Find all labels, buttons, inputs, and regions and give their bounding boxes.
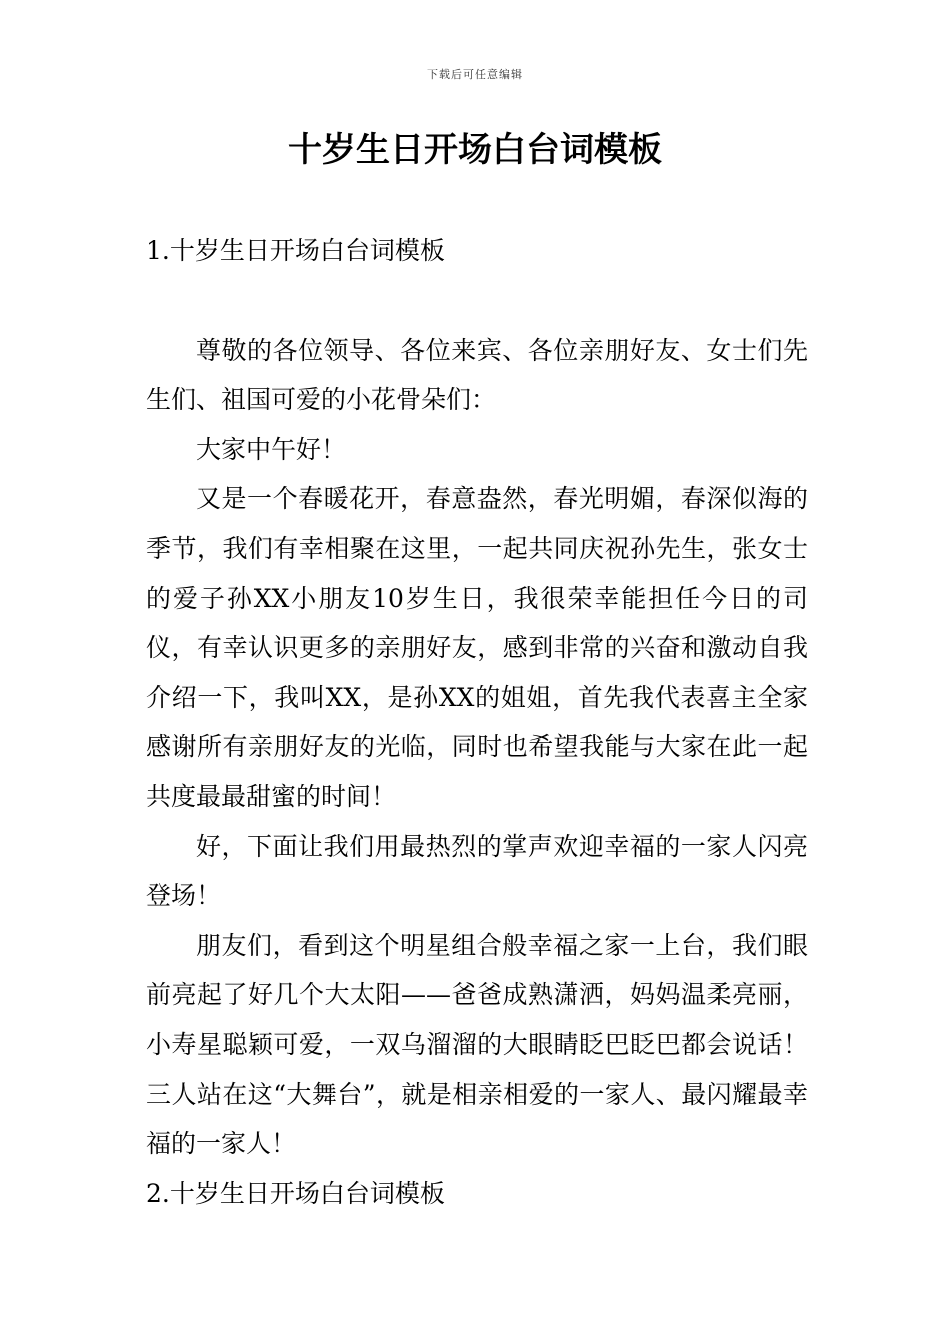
paragraph-family: 朋友们，看到这个明星组合般幸福之家一上台，我们眼前亮起了好几个大太阳——爸爸成熟潇洒，妈妈温柔亮丽，小寿星聪颖可爱，一双乌溜溜的大眼睛眨巴眨巴都会说话！三人站在这“大舞台”，就是相亲相爱的一家人、最闪耀最幸福的一家人！ [146, 930, 808, 1159]
paragraph-salutation: 大家中午好！ [196, 434, 347, 464]
paragraph-welcome: 好，下面让我们用最热烈的掌声欢迎幸福的一家人闪亮登场！ [146, 831, 808, 911]
paragraph-introduction: 又是一个春暖花开，春意盎然，春光明媚，春深似海的季节，我们有幸相聚在这里，一起共同庆祝孙先生，张女士的爱子孙XX小朋友10岁生日，我很荣幸能担任今日的司仪，有幸认识更多的亲朋好友，感到非常的兴奋和激动自我介绍一下，我叫XX，是孙XX的姐姐，首先我代表喜主全家感谢所有亲朋好友的光临，同时也希望我能与大家在此一起共度最最甜蜜的时间！ [146, 484, 808, 811]
section-spacer [146, 276, 808, 326]
paragraph-greeting: 尊敬的各位领导、各位来宾、各位亲朋好友、女士们先生们、祖国可爱的小花骨朵们： [146, 335, 808, 415]
section-heading-2: 2.十岁生日开场白台词模板 [146, 1178, 445, 1208]
document-title: 十岁生日开场白台词模板 [288, 130, 662, 170]
section-heading-1: 1.十岁生日开场白台词模板 [146, 236, 445, 265]
header-note: 下载后可任意编辑 [427, 68, 523, 81]
document-body [146, 226, 808, 1218]
